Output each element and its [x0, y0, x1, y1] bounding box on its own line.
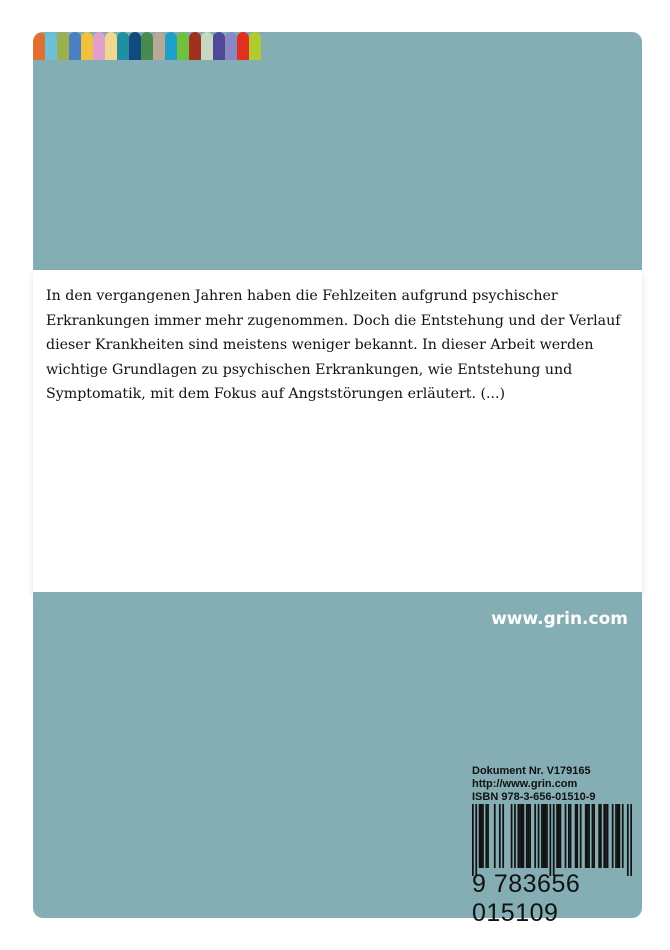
blurb-text: In den vergangenen Jahren haben die Fehlzeiten aufgrund psychischer Erkrankungen immer mehr zugenommen. Doch die Entstehung und der Verlauf dieser Krankheiten sind meistens weniger bekannt. In dieser Arbeit werden wichtige Grundlagen zu psychischen Erkrankungen, wie Entstehung und Symptomatik, mit dem Fokus auf Angststörungen erläutert. (...) — [46, 288, 621, 402]
color-tab — [165, 32, 177, 60]
document-number: Dokument Nr. V179165 — [472, 765, 591, 777]
barcode-bar — [612, 804, 614, 868]
barcode-bar — [543, 804, 545, 868]
color-tab — [105, 32, 117, 60]
barcode-bar — [607, 804, 609, 868]
barcode-bar — [479, 804, 481, 868]
barcode-bar — [549, 804, 551, 876]
barcode-bar — [593, 804, 595, 868]
barcode-bar — [570, 804, 572, 868]
barcode-bar — [575, 804, 577, 868]
color-tab — [225, 32, 237, 60]
barcode-bar — [544, 804, 546, 868]
color-tab — [213, 32, 225, 60]
color-tab — [81, 32, 93, 60]
color-tabs — [33, 32, 261, 60]
color-tab — [93, 32, 105, 60]
color-tab — [237, 32, 249, 60]
barcode-bar — [600, 804, 602, 868]
barcode-bar — [585, 804, 587, 868]
isbn: ISBN 978-3-656-01510-9 — [472, 791, 596, 803]
top-cover-panel — [33, 32, 642, 270]
barcode-bar — [622, 804, 624, 868]
color-tab — [249, 32, 261, 60]
barcode-bar — [546, 804, 548, 868]
barcode-bar — [519, 804, 521, 868]
barcode-bar — [598, 804, 600, 868]
barcode-bar — [576, 804, 578, 868]
barcode-bar — [538, 804, 540, 868]
barcode-bar — [517, 804, 519, 868]
barcode-bar — [482, 804, 484, 868]
color-tab — [153, 32, 165, 60]
barcode-bar — [553, 804, 555, 876]
barcode-bar — [541, 804, 543, 868]
publisher-website: www.grin.com — [491, 609, 628, 629]
barcode-bar — [603, 804, 605, 868]
barcode-bar — [588, 804, 590, 868]
barcode-bar — [511, 804, 513, 868]
color-tab — [201, 32, 213, 60]
barcode-bar — [568, 804, 570, 868]
publisher-url: http://www.grin.com — [472, 778, 578, 790]
barcode-bar — [528, 804, 530, 868]
barcode-bar — [521, 804, 523, 868]
barcode-bar — [560, 804, 562, 868]
barcode-bar — [487, 804, 489, 868]
barcode-bar — [485, 804, 487, 868]
barcode-digits: 9 783656 015109 — [472, 870, 581, 927]
barcode-bar — [472, 804, 474, 876]
barcode-bar — [605, 804, 607, 868]
barcode-bar — [499, 804, 501, 868]
color-tab — [33, 32, 45, 60]
barcode-bar — [580, 804, 582, 868]
color-tab — [189, 32, 201, 60]
color-tab — [177, 32, 189, 60]
bottom-cover-panel — [33, 592, 642, 927]
color-tab — [117, 32, 129, 60]
color-tab — [69, 32, 81, 60]
barcode-bar — [526, 804, 528, 868]
color-tab — [57, 32, 69, 60]
document-meta — [472, 765, 596, 804]
barcode-bar — [615, 804, 617, 868]
barcode-bar — [565, 804, 567, 868]
barcode-bar — [558, 804, 560, 868]
barcode-bar — [619, 804, 621, 868]
barcode-bar — [556, 804, 558, 868]
barcode-bar — [627, 804, 629, 876]
barcode-bar — [502, 804, 504, 868]
barcode-bar — [630, 804, 632, 876]
blurb-band — [33, 270, 642, 592]
barcode-bar — [480, 804, 482, 868]
barcode-bar — [529, 804, 531, 868]
barcode-bar — [587, 804, 589, 868]
barcode-bar — [592, 804, 594, 868]
color-tab — [129, 32, 141, 60]
barcode-bar — [523, 804, 525, 868]
color-tab — [45, 32, 57, 60]
barcode-bar — [514, 804, 516, 868]
barcode-bar — [475, 804, 477, 876]
barcode-bar — [494, 804, 496, 868]
barcode-bar — [534, 804, 536, 868]
barcode-bar — [617, 804, 619, 868]
color-tab — [141, 32, 153, 60]
